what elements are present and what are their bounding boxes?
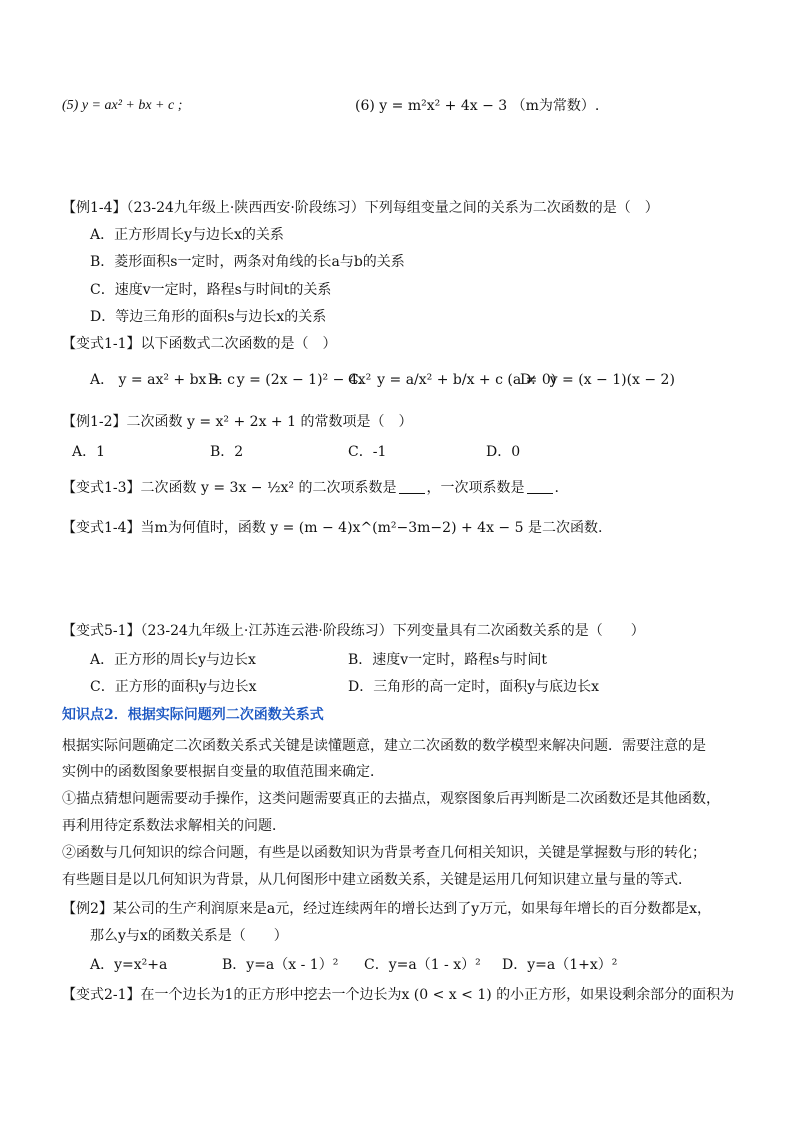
variant-1-3-stem (62, 478, 559, 498)
example-1-2-stem: 【例1-2】二次函数 y = x² + 2x + 1 的常数项是（ ） (62, 414, 413, 430)
example-1-2-option-d: D．0 (486, 444, 521, 460)
variant-5-1-option-c: C．正方形的面积y与边长x (90, 679, 257, 695)
variant-1-1-option-c: C． y = a/x² + b/x + c (a ≠ 0) (348, 372, 557, 388)
variant-1-1-option-b: B． y = (2x − 1)² − 4x² (208, 372, 372, 388)
variant-1-3-text-c: . (554, 480, 559, 496)
variant-1-1-option-a: A． y = ax² + bx + c (90, 372, 235, 388)
example-1-2-option-a: A．1 (72, 444, 106, 460)
variant-1-3-text-b: ，一次项系数是 (426, 480, 525, 496)
variant-5-1-option-d: D．三角形的高一定时，面积y与底边长x (348, 679, 600, 695)
answer-blank-1[interactable] (399, 479, 425, 494)
kp2-paragraph-2-line-2: 再利用待定系数法求解相关的问题． (62, 818, 286, 834)
example-1-4-option-a: A．正方形周长y与边长x的关系 (90, 227, 284, 243)
answer-blank-2[interactable] (527, 479, 553, 494)
example-1-2-option-b: B．2 (210, 444, 244, 460)
variant-5-1-option-b: B．速度v一定时，路程s与时间t (348, 652, 548, 668)
example-2-option-a: A．y=x²+a (90, 957, 168, 973)
kp2-paragraph-1-line-1: 根据实际问题确定二次函数关系式关键是读懂题意，建立二次函数的数学模型来解决问题．需要注意的是 (62, 738, 706, 754)
kp2-paragraph-1-line-2: 实例中的函数图象要根据自变量的取值范围来确定． (62, 764, 384, 780)
variant-1-4-stem: 【变式1-4】当m为何值时，函数 y = (m − 4)x^(m²−3m−2) + 4x − 5 是二次函数. (62, 520, 603, 536)
example-1-4-stem: 【例1-4】（23-24九年级上·陕西西安·阶段练习）下列每组变量之间的关系为二次函数的是（ ） (62, 200, 659, 216)
example-2-stem-line-2: 那么y与x的函数关系是（ ） (90, 928, 288, 944)
example-2-stem-line-1: 【例2】某公司的生产利润原来是a元，经过连续两年的增长达到了y万元，如果每年增长的百分数都是x， (62, 901, 712, 917)
example-1-4-option-c: C．速度v一定时，路程s与时间t的关系 (90, 282, 332, 298)
example-1-2-option-c: C．-1 (348, 444, 387, 460)
example-2-option-b: B．y=a（x - 1）² (222, 957, 339, 973)
example-1-4-option-d: D．等边三角形的面积s与边长x的关系 (90, 309, 327, 325)
variant-1-1-stem: 【变式1-1】以下函数式二次函数的是（ ） (62, 336, 337, 352)
kp2-paragraph-3-line-1: ②函数与几何知识的综合问题，有些是以函数知识为背景考查几何相关知识，关键是掌握数与形的转化； (62, 845, 706, 861)
variant-2-1-stem: 【变式2-1】在一个边长为1的正方形中挖去一个边长为x (0 < x < 1) 的小正方形，如果设剩余部分的面积为 (62, 987, 735, 1003)
variant-1-1-option-d: D． y = (x − 1)(x − 2) (520, 372, 675, 388)
example-2-option-c: C．y=a（1 - x）² (364, 957, 481, 973)
variant-1-3-text-a: 【变式1-3】二次函数 y = 3x − ½x² 的二次项系数是 (62, 480, 397, 496)
variant-5-1-option-a: A．正方形的周长y与边长x (90, 652, 256, 668)
kp2-paragraph-2-line-1: ①描点猜想问题需要动手操作，这类问题需要真正的去描点，观察图象后再判断是二次函数还是其他函数， (62, 791, 720, 807)
knowledge-point-2-title: 知识点2．根据实际问题列二次函数关系式 (62, 707, 324, 723)
example-1-4-option-b: B．菱形面积s一定时，两条对角线的长a与b的关系 (90, 254, 405, 270)
kp2-paragraph-3-line-2: 有些题目是以几何知识为背景，从几何图形中建立函数关系，关键是运用几何知识建立量与量的等式． (62, 872, 692, 888)
variant-5-1-stem: 【变式5-1】（23-24九年级上·江苏连云港·阶段练习）下列变量具有二次函数关系的是（ ） (62, 623, 645, 639)
item-5: (5) y = ax² + bx + c ; (62, 98, 183, 113)
item-6: (6) y = m²x² + 4x − 3 （m为常数）. (355, 98, 600, 114)
example-2-option-d: D．y=a（1+x）² (502, 957, 618, 973)
